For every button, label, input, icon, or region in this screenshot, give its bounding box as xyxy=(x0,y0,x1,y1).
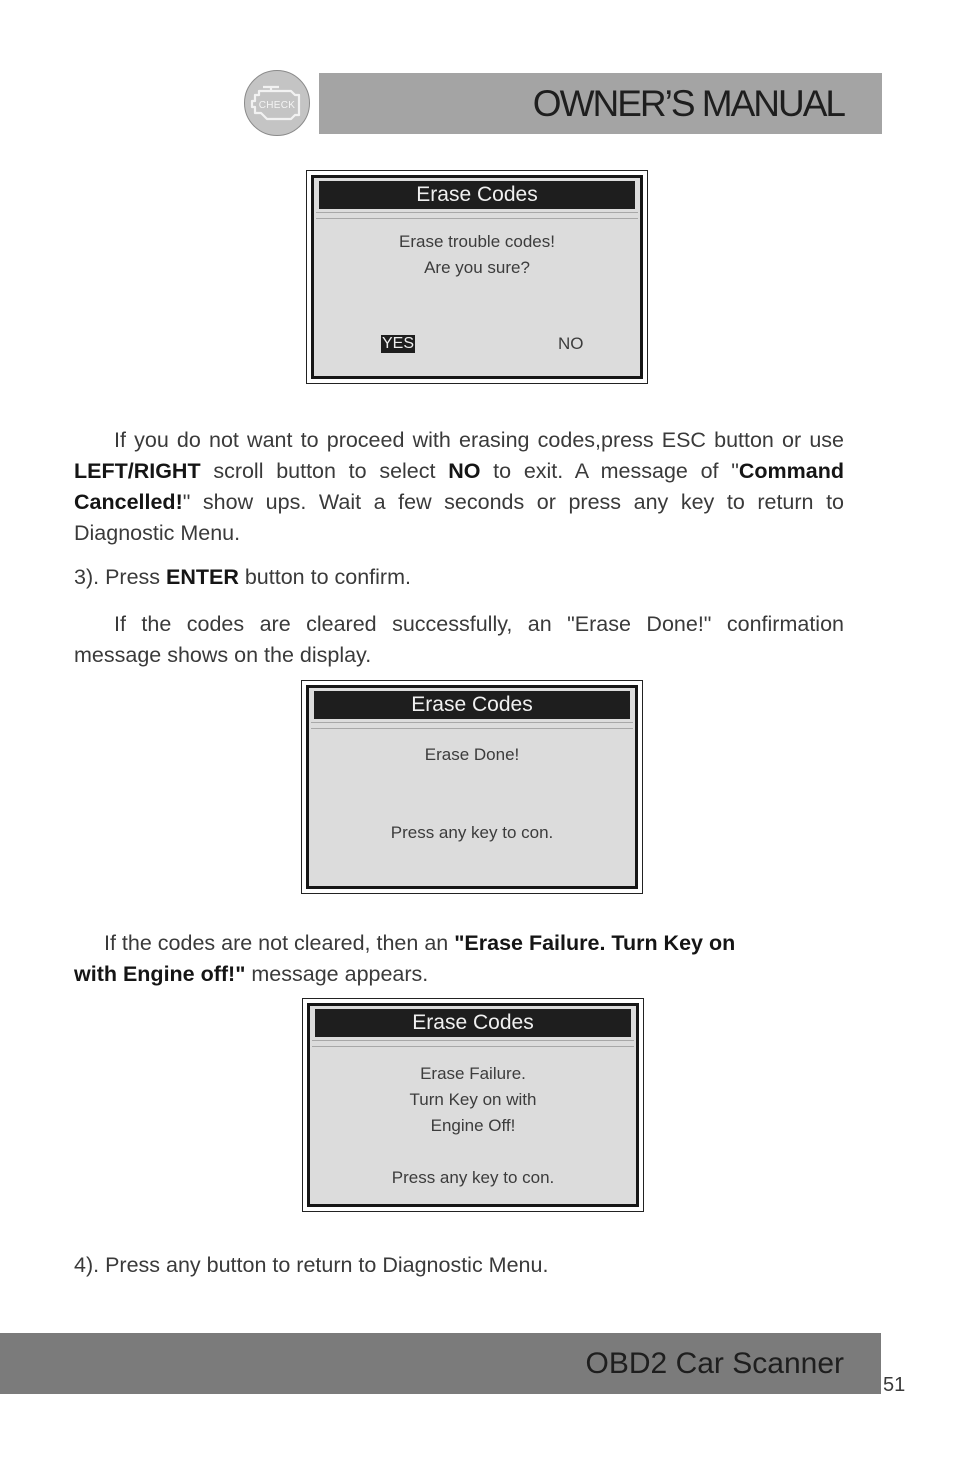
text: scroll button to select xyxy=(200,459,449,483)
bold-text: NO xyxy=(448,459,481,483)
yes-option[interactable]: YES xyxy=(382,335,415,352)
step-3 xyxy=(74,562,844,593)
page-number: 51 xyxy=(883,1374,906,1396)
text: " show ups. Wait a few seconds or press any key to return to Diagnostic Menu. xyxy=(74,490,844,545)
check-engine-logo xyxy=(244,70,310,136)
no-option[interactable]: NO xyxy=(558,334,584,353)
lcd-message-line: Engine Off! xyxy=(430,1116,516,1135)
lcd-message-line: Turn Key on with xyxy=(409,1090,537,1109)
text: If you do not want to proceed with erasing codes,press ESC button or use xyxy=(114,428,844,452)
lcd-message-line: Erase Done! xyxy=(424,745,520,764)
logo-text: CHECK xyxy=(258,100,296,111)
text: 3). Press xyxy=(74,565,166,589)
lcd-screen-erase-done xyxy=(301,680,643,894)
lcd-message-line: Press any key to con. xyxy=(390,823,554,842)
bold-text: with Engine off!" xyxy=(74,962,246,986)
manual-title: OWNER’S MANUAL xyxy=(532,83,844,124)
lcd-message-line: Press any key to con. xyxy=(391,1168,555,1187)
text: message appears. xyxy=(245,962,429,986)
lcd-message-line: Erase Failure. xyxy=(420,1064,526,1083)
lcd-title: Erase Codes xyxy=(314,691,630,719)
paragraph-erase-failure-line xyxy=(104,931,735,956)
text: button to confirm. xyxy=(238,565,411,589)
header-bar xyxy=(319,73,882,134)
bold-text: "Erase Failure. Turn Key on xyxy=(454,931,736,955)
lcd-screen-erase-failure xyxy=(302,998,644,1212)
text: If the codes are not cleared, then an xyxy=(104,931,455,955)
lcd-message-line: Are you sure? xyxy=(424,258,530,277)
lcd-message-line: Erase trouble codes! xyxy=(399,232,555,251)
lcd-divider xyxy=(316,212,638,219)
lcd-divider xyxy=(312,1040,634,1047)
lcd-title: Erase Codes xyxy=(319,181,635,209)
lcd-display xyxy=(311,175,643,379)
paragraph-cancel-info xyxy=(74,425,844,549)
paragraph-erase-failure-line xyxy=(74,962,428,987)
lcd-display xyxy=(306,685,638,889)
text: to exit. A message of " xyxy=(480,459,739,483)
bold-text: LEFT/RIGHT xyxy=(74,459,201,483)
bold-text: Command Cancelled! xyxy=(74,459,844,514)
lcd-divider xyxy=(311,722,633,729)
lcd-title: Erase Codes xyxy=(315,1009,631,1037)
paragraph-erase-done: If the codes are cleared successfully, an "Erase Done!" confirmation message shows on the display. xyxy=(74,612,844,667)
bold-text: ENTER xyxy=(166,565,239,589)
step-4: 4). Press any button to return to Diagnostic Menu. xyxy=(74,1253,549,1277)
product-title: OBD2 Car Scanner xyxy=(585,1347,844,1380)
lcd-screen-erase-confirm xyxy=(306,170,648,384)
footer-bar xyxy=(0,1333,881,1394)
lcd-display xyxy=(307,1003,639,1207)
